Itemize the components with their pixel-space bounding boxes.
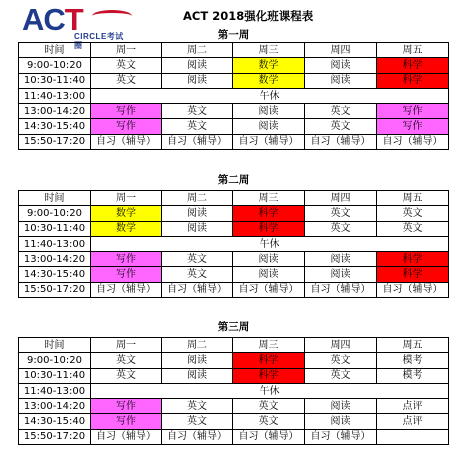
class-cell: 英文 [233, 414, 305, 429]
day-header-cell: 周四 [305, 338, 377, 353]
class-cell: 写作 [91, 414, 162, 429]
lunch-break-cell: 午休 [91, 236, 449, 251]
time-slot-cell: 10:30-11:40 [19, 221, 91, 236]
time-slot-cell: 11:40-13:00 [19, 88, 91, 103]
class-cell: 自习（辅导） [233, 282, 305, 297]
table-row [19, 383, 449, 398]
class-cell: 模考 [377, 368, 449, 383]
table-row [19, 282, 449, 297]
class-cell: 阅读 [162, 353, 233, 368]
table-row [19, 399, 449, 414]
class-cell: 英文 [377, 206, 449, 221]
day-header-cell: 周五 [377, 338, 449, 353]
header-row [19, 191, 449, 206]
logo-wordmark: ACT [22, 2, 83, 37]
week-2-schedule-table [18, 190, 449, 298]
class-cell: 自习（辅导） [305, 134, 377, 149]
class-cell: 英文 [162, 104, 233, 119]
lunch-break-cell: 午休 [91, 88, 449, 103]
header-row [19, 43, 449, 58]
time-slot-cell: 13:00-14:20 [19, 252, 91, 267]
class-cell [377, 429, 449, 444]
time-slot-cell: 9:00-10:20 [19, 353, 91, 368]
class-cell: 数学 [91, 206, 162, 221]
day-header-cell: 周四 [305, 191, 377, 206]
day-header-cell: 周五 [377, 43, 449, 58]
class-cell: 英文 [162, 252, 233, 267]
class-cell: 阅读 [305, 267, 377, 282]
class-cell: 阅读 [305, 252, 377, 267]
week-1-schedule-table [18, 42, 449, 150]
class-cell: 自习（辅导） [91, 282, 162, 297]
table-row [19, 429, 449, 444]
time-slot-cell: 14:30-15:40 [19, 267, 91, 282]
class-cell: 阅读 [162, 206, 233, 221]
class-cell: 英文 [162, 414, 233, 429]
table-row [19, 353, 449, 368]
class-cell: 写作 [377, 119, 449, 134]
time-slot-cell: 9:00-10:20 [19, 206, 91, 221]
time-slot-cell: 10:30-11:40 [19, 368, 91, 383]
class-cell: 写作 [91, 104, 162, 119]
table-row [19, 368, 449, 383]
logo-swoosh-icon [92, 10, 132, 22]
class-cell: 科学 [377, 58, 449, 73]
time-slot-cell: 11:40-13:00 [19, 236, 91, 251]
class-cell: 自习（辅导） [377, 282, 449, 297]
class-cell: 英文 [305, 104, 377, 119]
class-cell: 自习（辅导） [377, 134, 449, 149]
time-slot-cell: 15:50-17:20 [19, 134, 91, 149]
class-cell: 自习（辅导） [91, 429, 162, 444]
day-header-cell: 周三 [233, 338, 305, 353]
time-slot-cell: 10:30-11:40 [19, 73, 91, 88]
class-cell: 科学 [377, 267, 449, 282]
class-cell: 写作 [91, 252, 162, 267]
day-header-cell: 周二 [162, 43, 233, 58]
table-row [19, 267, 449, 282]
time-header-cell: 时间 [19, 43, 91, 58]
class-cell: 科学 [233, 353, 305, 368]
class-cell: 阅读 [305, 73, 377, 88]
class-cell: 阅读 [305, 399, 377, 414]
time-header-cell: 时间 [19, 338, 91, 353]
day-header-cell: 周二 [162, 338, 233, 353]
time-slot-cell: 15:50-17:20 [19, 282, 91, 297]
day-header-cell: 周三 [233, 43, 305, 58]
week-3-title: 第三周 [217, 321, 250, 333]
class-cell: 阅读 [162, 73, 233, 88]
time-slot-cell: 15:50-17:20 [19, 429, 91, 444]
class-cell: 自习（辅导） [233, 134, 305, 149]
class-cell: 阅读 [233, 252, 305, 267]
class-cell: 阅读 [305, 58, 377, 73]
week-1-title: 第一周 [217, 29, 250, 41]
class-cell: 英文 [91, 58, 162, 73]
day-header-cell: 周四 [305, 43, 377, 58]
class-cell: 英文 [305, 119, 377, 134]
table-row [19, 414, 449, 429]
table-row [19, 236, 449, 251]
day-header-cell: 周五 [377, 191, 449, 206]
class-cell: 科学 [233, 206, 305, 221]
day-header-cell: 周一 [91, 191, 162, 206]
class-cell: 写作 [91, 399, 162, 414]
table-row [19, 73, 449, 88]
time-slot-cell: 13:00-14:20 [19, 399, 91, 414]
week-3-schedule-table [18, 337, 449, 445]
lunch-break-cell: 午休 [91, 383, 449, 398]
class-cell: 英文 [377, 221, 449, 236]
class-cell: 自习（辅导） [305, 429, 377, 444]
header-row [19, 338, 449, 353]
class-cell: 科学 [233, 368, 305, 383]
time-slot-cell: 14:30-15:40 [19, 119, 91, 134]
class-cell: 英文 [91, 73, 162, 88]
class-cell: 写作 [91, 267, 162, 282]
week-2-title: 第二周 [217, 174, 250, 186]
class-cell: 自习（辅导） [162, 282, 233, 297]
day-header-cell: 周三 [233, 191, 305, 206]
table-row [19, 119, 449, 134]
day-header-cell: 周二 [162, 191, 233, 206]
table-row [19, 58, 449, 73]
class-cell: 自习（辅导） [233, 429, 305, 444]
day-header-cell: 周一 [91, 338, 162, 353]
document-title: ACT 2018强化班课程表 [183, 9, 314, 23]
class-cell: 自习（辅导） [91, 134, 162, 149]
class-cell: 科学 [377, 73, 449, 88]
class-cell: 英文 [91, 353, 162, 368]
class-cell: 自习（辅导） [162, 429, 233, 444]
class-cell: 科学 [233, 221, 305, 236]
class-cell: 自习（辅导） [305, 282, 377, 297]
class-cell: 数学 [233, 58, 305, 73]
class-cell: 英文 [162, 119, 233, 134]
class-cell: 英文 [162, 399, 233, 414]
logo-subtext: CIRCLE考试圈 [74, 32, 124, 50]
table-row [19, 134, 449, 149]
time-slot-cell: 13:00-14:20 [19, 104, 91, 119]
class-cell: 自习（辅导） [162, 134, 233, 149]
class-cell: 数学 [233, 73, 305, 88]
class-cell: 模考 [377, 353, 449, 368]
class-cell: 阅读 [233, 267, 305, 282]
class-cell: 科学 [377, 252, 449, 267]
class-cell: 阅读 [162, 221, 233, 236]
class-cell: 点评 [377, 399, 449, 414]
class-cell: 写作 [377, 104, 449, 119]
class-cell: 阅读 [162, 58, 233, 73]
class-cell: 英文 [162, 267, 233, 282]
class-cell: 英文 [305, 206, 377, 221]
time-slot-cell: 14:30-15:40 [19, 414, 91, 429]
class-cell: 英文 [305, 368, 377, 383]
class-cell: 写作 [91, 119, 162, 134]
time-slot-cell: 9:00-10:20 [19, 58, 91, 73]
class-cell: 英文 [305, 221, 377, 236]
table-row [19, 88, 449, 103]
time-header-cell: 时间 [19, 191, 91, 206]
class-cell: 阅读 [233, 119, 305, 134]
class-cell: 阅读 [305, 414, 377, 429]
class-cell: 数学 [91, 221, 162, 236]
class-cell: 阅读 [233, 104, 305, 119]
class-cell: 点评 [377, 414, 449, 429]
table-row [19, 252, 449, 267]
class-cell: 英文 [91, 368, 162, 383]
table-row [19, 221, 449, 236]
class-cell: 英文 [233, 399, 305, 414]
time-slot-cell: 11:40-13:00 [19, 383, 91, 398]
class-cell: 阅读 [162, 368, 233, 383]
day-header-cell: 周一 [91, 43, 162, 58]
table-row [19, 104, 449, 119]
table-row [19, 206, 449, 221]
class-cell: 英文 [305, 353, 377, 368]
